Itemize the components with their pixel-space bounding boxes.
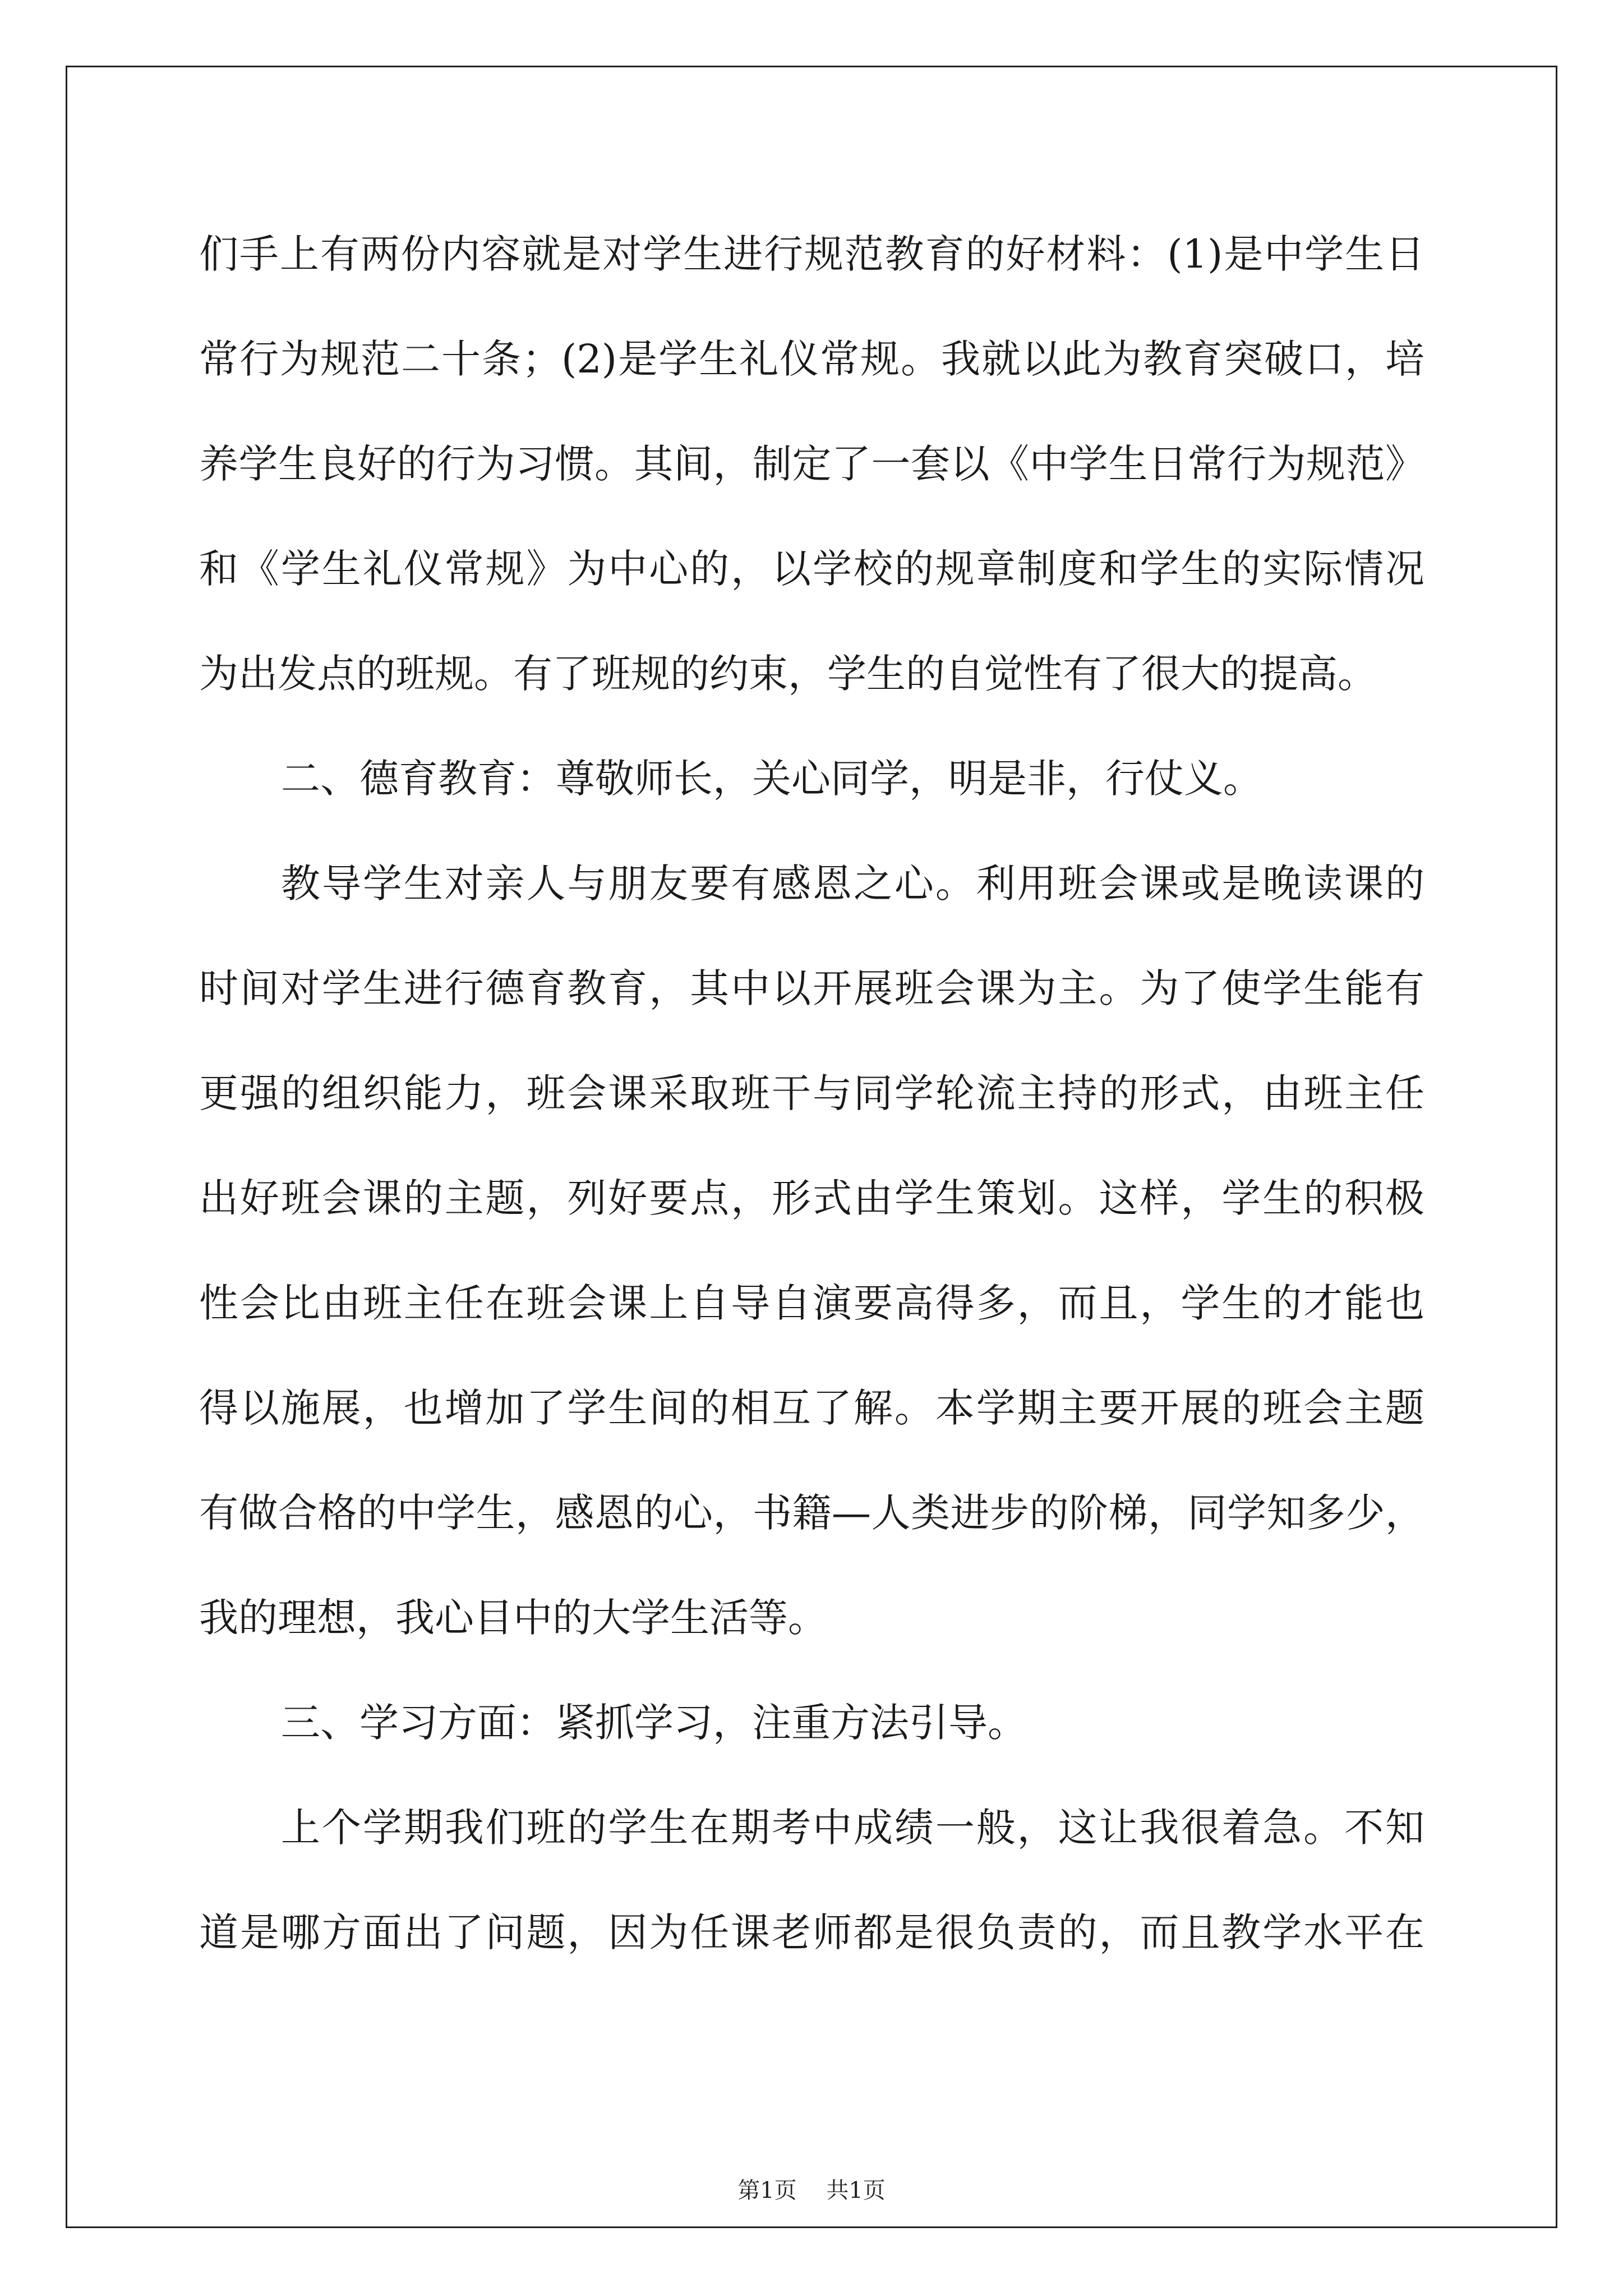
text-line: 们手上有两份内容就是对学生进行规范教育的好材料：(1)是中学生日 xyxy=(199,231,1424,277)
page-footer xyxy=(0,2177,1623,2205)
text-line: 时间对学生进行德育教育，其中以开展班会课为主。为了使学生能有 xyxy=(199,965,1424,1011)
page-total: 共1页 xyxy=(826,2178,886,2203)
text-line: 性会比由班主任在班会课上自导自演要高得多，而且，学生的才能也 xyxy=(199,1280,1424,1326)
text-line: 和《学生礼仪常规》为中心的，以学校的规章制度和学生的实际情况 xyxy=(199,546,1424,592)
page-number: 第1页 xyxy=(737,2178,797,2203)
text-line: 教导学生对亲人与朋友要有感恩之心。利用班会课或是晚读课的 xyxy=(281,861,1424,907)
section-heading: 二、德育教育：尊敬师长，关心同学，明是非，行仗义。 xyxy=(281,756,1262,802)
text-line: 得以施展，也增加了学生间的相互了解。本学期主要开展的班会主题 xyxy=(199,1385,1424,1431)
text-line: 为出发点的班规。有了班规的约束，学生的自觉性有了很大的提高。 xyxy=(199,651,1377,697)
text-line: 出好班会课的主题，列好要点，形式由学生策划。这样，学生的积极 xyxy=(199,1175,1424,1221)
text-line: 养学生良好的行为习惯。其间，制定了一套以《中学生日常行为规范》 xyxy=(199,441,1424,487)
section-heading: 三、学习方面：紧抓学习，注重方法引导。 xyxy=(281,1700,1027,1746)
text-line: 上个学期我们班的学生在期考中成绩一般，这让我很着急。不知 xyxy=(281,1805,1424,1851)
text-line: 道是哪方面出了问题，因为任课老师都是很负责的，而且教学水平在 xyxy=(199,1910,1424,1955)
text-line: 常行为规范二十条；(2)是学生礼仪常规。我就以此为教育突破口，培 xyxy=(199,336,1424,382)
document-body xyxy=(199,202,1424,1985)
text-line: 有做合格的中学生，感恩的心，书籍—人类进步的阶梯，同学知多少， xyxy=(199,1490,1424,1536)
text-line: 我的理想，我心目中的大学生活等。 xyxy=(199,1595,827,1641)
text-line: 更强的组织能力，班会课采取班干与同学轮流主持的形式，由班主任 xyxy=(199,1070,1424,1116)
